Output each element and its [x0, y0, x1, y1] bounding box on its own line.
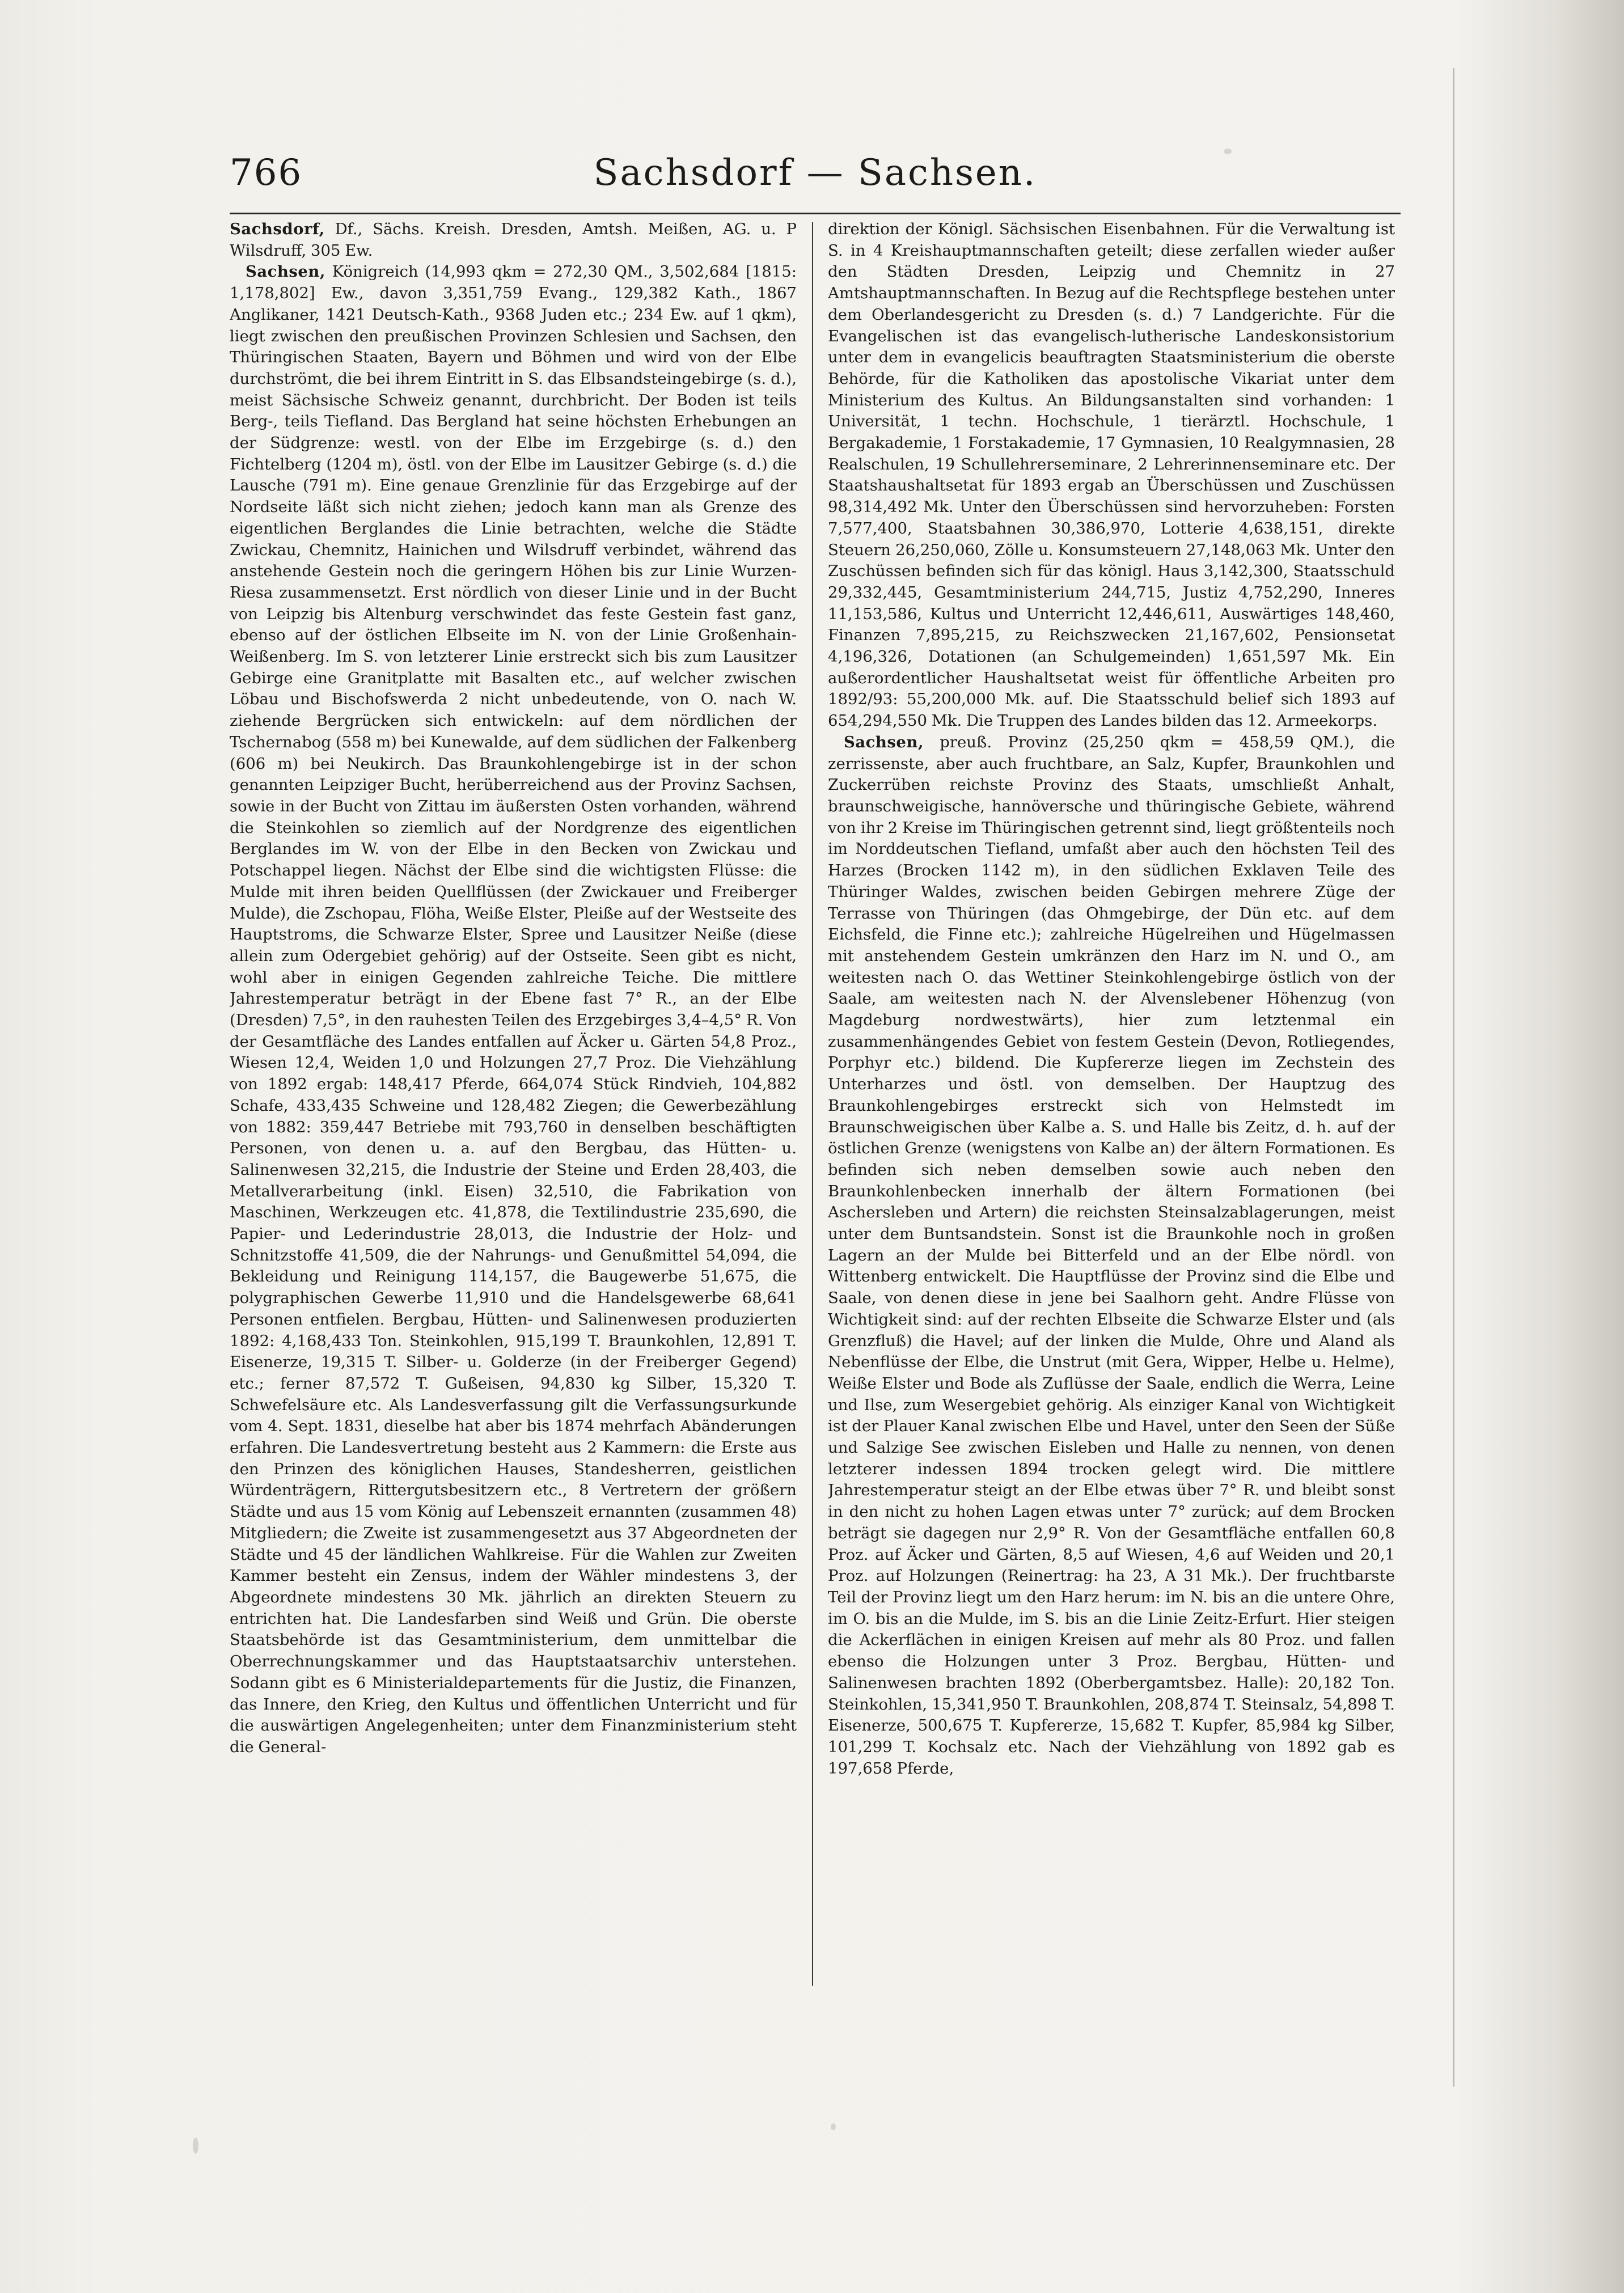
page-edge-line: [1453, 68, 1454, 2087]
ink-smudge: [193, 2138, 198, 2154]
entry-paragraph: [230, 261, 797, 1758]
running-title: Sachsdorf — Sachsen.: [593, 152, 1037, 194]
entry-lemma: Sachsen,: [844, 733, 924, 751]
entry-text: Königreich (14,993 qkm = 272,30 QM., 3,502,684 [1815: 1,178,802] Ew., davon 3,351,759 Evang., 129,382 Kath., 1867 Anglikaner, 1421 Deutsch-Kath., 9368 Juden etc.; 234 Ew. auf 1 qkm), liegt zwischen den preußischen Provinzen Schlesien und Sachsen, den Thüringischen Staaten, Bayern und Böhmen und wird von der Elbe durchströmt, die bei ihrem Eintritt in S. das Elbsandsteingebirge (s. d.), meist Sächsische Schweiz genannt, durchbricht. Der Boden ist teils Berg-, teils Tiefland. Das Bergland hat seine höchsten Erhebungen an der Südgrenze: westl. von der Elbe im Erzgebirge (s. d.) den Fichtelberg (1204 m), östl. von der Elbe im Lausitzer Gebirge (s. d.) die Lausche (791 m). Eine genaue Grenzlinie für das Erzgebirge auf der Nordseite läßt sich nicht ziehen; jedoch kann man als Grenze des eigentlichen Berglandes die Linie betrachten, welche die Städte Zwickau, Chemnitz, Hainichen und Wilsdruff verbindet, während das anstehende Gestein noch die geringern Höhen bis zur Linie Wurzen-Riesa zusammensetzt. Erst nördlich von dieser Linie und in der Bucht von Leipzig bis Altenburg verschwindet das feste Gestein fast ganz, ebenso auf der östlichen Elbseite im N. von der Linie Großenhain-Weißenberg. Im S. von letzterer Linie erstreckt sich bis zum Lausitzer Gebirge eine Granitplatte mit Basalten etc., auf welcher zwischen Löbau und Bischofswerda 2 nicht unbedeutende, von O. nach W. ziehende Bergrücken sich entwickeln: auf dem nördlichen der Tschernabog (558 m) bei Kunewalde, auf dem südlichen der Falkenberg (606 m) bei Neukirch. Das Braunkohlengebirge ist in der schon genannten Leipziger Bucht, herüberreichend aus der Provinz Sachsen, sowie in der Bucht von Zittau im äußersten Osten vorhanden, während die Steinkohlen so ziemlich auf der Nordgrenze des eigentlichen Berglandes im W. von der Elbe in den Becken von Zwickau und Potschappel liegen. Nächst der Elbe sind die wichtigsten Flüsse: die Mulde mit ihren beiden Quellflüssen (der Zwickauer und Freiberger Mulde), die Zschopau, Flöha, Weiße Elster, Pleiße auf der Westseite des Hauptstroms, die Schwarze Elster, Spree und Lausitzer Neiße (diese allein zum Odergebiet gehörig) auf der Ostseite. Seen gibt es nicht, wohl aber in einigen Gegenden zahlreiche Teiche. Die mittlere Jahrestemperatur beträgt in der Ebene fast 7° R., an der Elbe (Dresden) 7,5°, in den rauhesten Teilen des Erzgebirges 3,4–4,5° R. Von der Gesamtfläche des Landes entfallen auf Äcker u. Gärten 54,8 Proz., Wiesen 12,4, Weiden 1,0 und Holzungen 27,7 Proz. Die Viehzählung von 1892 ergab: 148,417 Pferde, 664,074 Stück Rindvieh, 104,882 Schafe, 433,435 Schweine und 128,482 Ziegen; die Gewerbezählung von 1882: 359,447 Betriebe mit 793,760 in denselben beschäftigten Personen, von denen u. a. auf den Bergbau, das Hütten- u. Salinenwesen 32,215, die Industrie der Steine und Erden 28,403, die Metallverarbeitung (inkl. Eisen) 32,510, die Fabrikation von Maschinen, Werkzeugen etc. 41,878, die Textilindustrie 235,690, die Papier- und Lederindustrie 28,013, die Industrie der Holz- und Schnitzstoffe 41,509, die der Nahrungs- und Genußmittel 54,094, die Bekleidung und Reinigung 114,157, die Baugewerbe 51,675, die polygraphischen Gewerbe 11,910 und die Handelsgewerbe 68,641 Personen entfielen. Bergbau, Hütten- und Salinenwesen produzierten 1892: 4,168,433 Ton. Steinkohlen, 915,199 T. Braunkohlen, 12,891 T. Eisenerze, 19,315 T. Silber- u. Golderze (in der Freiberger Gegend) etc.; ferner 87,572 T. Gußeisen, 94,830 kg Silber, 15,320 T. Schwefelsäure etc. Als Landesverfassung gilt die Verfassungsurkunde vom 4. Sept. 1831, dieselbe hat aber bis 1874 mehrfach Abänderungen erfahren. Die Landesvertretung besteht aus 2 Kammern: die Erste aus den Prinzen des königlichen Hauses, Standesherren, geistlichen Würdenträgern, Rittergutsbesitzern etc., 8 Vertretern der größern Städte und aus 15 vom König auf Lebenszeit ernannten (zusammen 48) Mitgliedern; die Zweite ist zusammengesetzt aus 37 Abgeordneten der Städte und 45 der ländlichen Wahlkreise. Für die Wahlen zur Zweiten Kammer besteht ein Zensus, indem der Wähler mindestens 3, der Abgeordnete mindestens 30 Mk. jährlich an direkten Steuern zu entrichten hat. Die Landesfarben sind Weiß und Grün. Die oberste Staatsbehörde ist das Gesamtministerium, dem unmittelbar die Oberrechnungskammer und das Hauptstaatsarchiv unterstehen. Sodann gibt es 6 Ministerialdepartements für die Justiz, die Finanzen, das Innere, den Krieg, den Kultus und öffentlichen Unterricht und für die auswärtigen Angelegenheiten; unter dem Finanzministerium steht die General-: [230, 263, 797, 1756]
entry-sachsen-koenigreich: [230, 261, 797, 1758]
entry-text: Df., Sächs. Kreish. Dresden, Amtsh. Meißen, AG. u. P Wilsdruff, 305 Ew.: [230, 220, 797, 260]
page-header: [230, 146, 1401, 209]
left-column: [230, 219, 797, 1988]
entry-sachsen-koenigreich-continued: [828, 219, 1395, 732]
entry-lemma: Sachsdorf,: [230, 220, 325, 238]
ink-smudge: [831, 2123, 836, 2130]
entry-paragraph: [828, 732, 1395, 1779]
entry-text: preuß. Provinz (25,250 qkm = 458,59 QM.), die zerrissenste, aber auch fruchtbare, an Salz, Kupfer, Braunkohlen und Zuckerrüben reichste Provinz des Staats, umschließt Anhalt, braunschweigische, hannöversche und thüringische Gebiete, während von ihr 2 Kreise im Thüringischen getrennt sind, liegt größtenteils noch im Norddeutschen Tiefland, umfaßt aber auch den höchsten Teil des Harzes (Brocken 1142 m), in den südlichen Exklaven Teile des Thüringer Waldes, zwischen beiden Gebirgen mehrere Züge der Terrasse von Thüringen (das Ohmgebirge, der Dün etc. auf dem Eichsfeld, die Finne etc.); zahlreiche Hügelreihen und Hügelmassen mit anstehendem Gestein umkränzen den Harz im N. und O., am weitesten nach O. das Wettiner Steinkohlengebirge östlich von der Saale, am weitesten nach N. der Alvenslebener Höhenzug (von Magdeburg nordwestwärts), hier zum letztenmal ein zusammenhängendes Gebiet von festem Gestein (Devon, Rotliegendes, Porphyr etc.) bildend. Die Kupfererze liegen im Zechstein des Unterharzes und östl. von demselben. Der Hauptzug des Braunkohlengebirges erstreckt sich von Helmstedt im Braunschweigischen über Kalbe a. S. und Halle bis Zeitz, d. h. auf der östlichen Grenze (wenigstens von Kalbe an) der ältern Formationen. Es befinden sich neben demselben sowie auch neben den Braunkohlenbecken innerhalb der ältern Formationen (bei Aschersleben und Artern) die reichsten Steinsalzablagerungen, meist unter dem Buntsandstein. Sonst ist die Braunkohle noch in großen Lagern an der Mulde bei Bitterfeld und an der Elbe nördl. von Wittenberg entwickelt. Die Hauptflüsse der Provinz sind die Elbe und Saale, von denen diese in jene bei Saalhorn geht. Andre Flüsse von Wichtigkeit sind: auf der rechten Elbseite die Schwarze Elster und (als Grenzfluß) die Havel; auf der linken die Mulde, Ohre und Aland als Nebenflüsse der Elbe, die Unstrut (mit Gera, Wipper, Helbe u. Helme), Weiße Elster und Bode als Zuflüsse der Saale, endlich die Werra, Leine und Ilse, zum Wesergebiet gehörig. Als einziger Kanal von Wichtigkeit ist der Plauer Kanal zwischen Elbe und Havel, unter den Seen der Süße und Salzige See zwischen Eisleben und Halle zu nennen, von denen letzterer indessen 1894 trocken gelegt wird. Die mittlere Jahrestemperatur steigt an der Elbe etwas über 7° R. und bleibt sonst in den nicht zu hohen Lagen etwas unter 7° zurück; auf dem Brocken beträgt sie dagegen nur 2,9° R. Von der Gesamtfläche entfallen 60,8 Proz. auf Äcker und Gärten, 8,5 auf Wiesen, 4,6 auf Weiden und 20,1 Proz. auf Holzungen (Reinertrag: ha 23, A 31 Mk.). Der fruchtbarste Teil der Provinz liegt um den Harz herum: im N. bis an die untere Ohre, im O. bis an die Mulde, im S. bis an die Linie Zeitz-Erfurt. Hier steigen die Ackerflächen in einigen Kreisen auf mehr als 80 Proz. und fallen ebenso die Holzungen unter 3 Proz. Bergbau, Hütten- und Salinenwesen brachten 1892 (Oberbergamtsbez. Halle): 20,182 Ton. Steinkohlen, 15,341,950 T. Braunkohlen, 208,874 T. Steinsalz, 54,898 T. Eisenerze, 500,675 T. Kupfererze, 15,682 T. Kupfer, 85,984 kg Silber, 101,299 T. Kochsalz etc. Nach der Viehzählung von 1892 gab es 197,658 Pferde,: [828, 733, 1395, 1778]
right-column: [828, 219, 1395, 1988]
page-edge-shadow: [1454, 0, 1624, 2293]
entry-paragraph: [828, 219, 1395, 732]
page-number: 766: [230, 152, 303, 194]
entry-lemma: Sachsen,: [246, 263, 325, 281]
header-rule: [230, 213, 1401, 214]
entry-text: direktion der Königl. Sächsischen Eisenbahnen. Für die Verwaltung ist S. in 4 Kreishauptmannschaften geteilt; diese zerfallen wieder außer den Städten Dresden, Leipzig und Chemnitz in 27 Amtshauptmannschaften. In Bezug auf die Rechtspflege bestehen unter dem Oberlandesgericht zu Dresden (s. d.) 7 Landgerichte. Für die Evangelischen ist das evangelisch-lutherische Landeskonsistorium unter dem in evangelicis beauftragten Staatsministerium die oberste Behörde, für die Katholiken das apostolische Vikariat unter dem Ministerium des Kultus. An Bildungsanstalten sind vorhanden: 1 Universität, 1 techn. Hochschule, 1 tierärztl. Hochschule, 1 Bergakademie, 1 Forstakademie, 17 Gymnasien, 10 Realgymnasien, 28 Realschulen, 19 Schullehrerseminare, 2 Lehrerinnenseminare etc. Der Staatshaushaltsetat für 1893 ergab an Überschüssen und Zuschüssen 98,314,492 Mk. Unter den Überschüssen sind hervorzuheben: Forsten 7,577,400, Staatsbahnen 30,386,970, Lotterie 4,638,151, direkte Steuern 26,250,060, Zölle u. Konsumsteuern 27,148,063 Mk. Unter den Zuschüssen befinden sich für das königl. Haus 3,142,300, Staatsschuld 29,332,445, Gesamtministerium 244,715, Justiz 4,752,290, Inneres 11,153,586, Kultus und Unterricht 12,446,611, Auswärtiges 148,460, Finanzen 7,895,215, zu Reichszwecken 21,167,602, Pensionsetat 4,196,326, Dotationen (an Schulgemeinden) 1,651,597 Mk. Ein außerordentlicher Haushaltsetat weist für öffentliche Arbeiten pro 1892/93: 55,200,000 Mk. auf. Die Staatsschuld belief sich 1893 auf 654,294,550 Mk. Die Truppen des Landes bilden das 12. Armeekorps.: [828, 220, 1395, 730]
ink-smudge: [1224, 149, 1232, 154]
entry-sachsen-provinz: [828, 732, 1395, 1779]
entry-sachsdorf: [230, 219, 797, 261]
column-divider: [812, 222, 813, 1986]
entry-paragraph: [230, 219, 797, 261]
